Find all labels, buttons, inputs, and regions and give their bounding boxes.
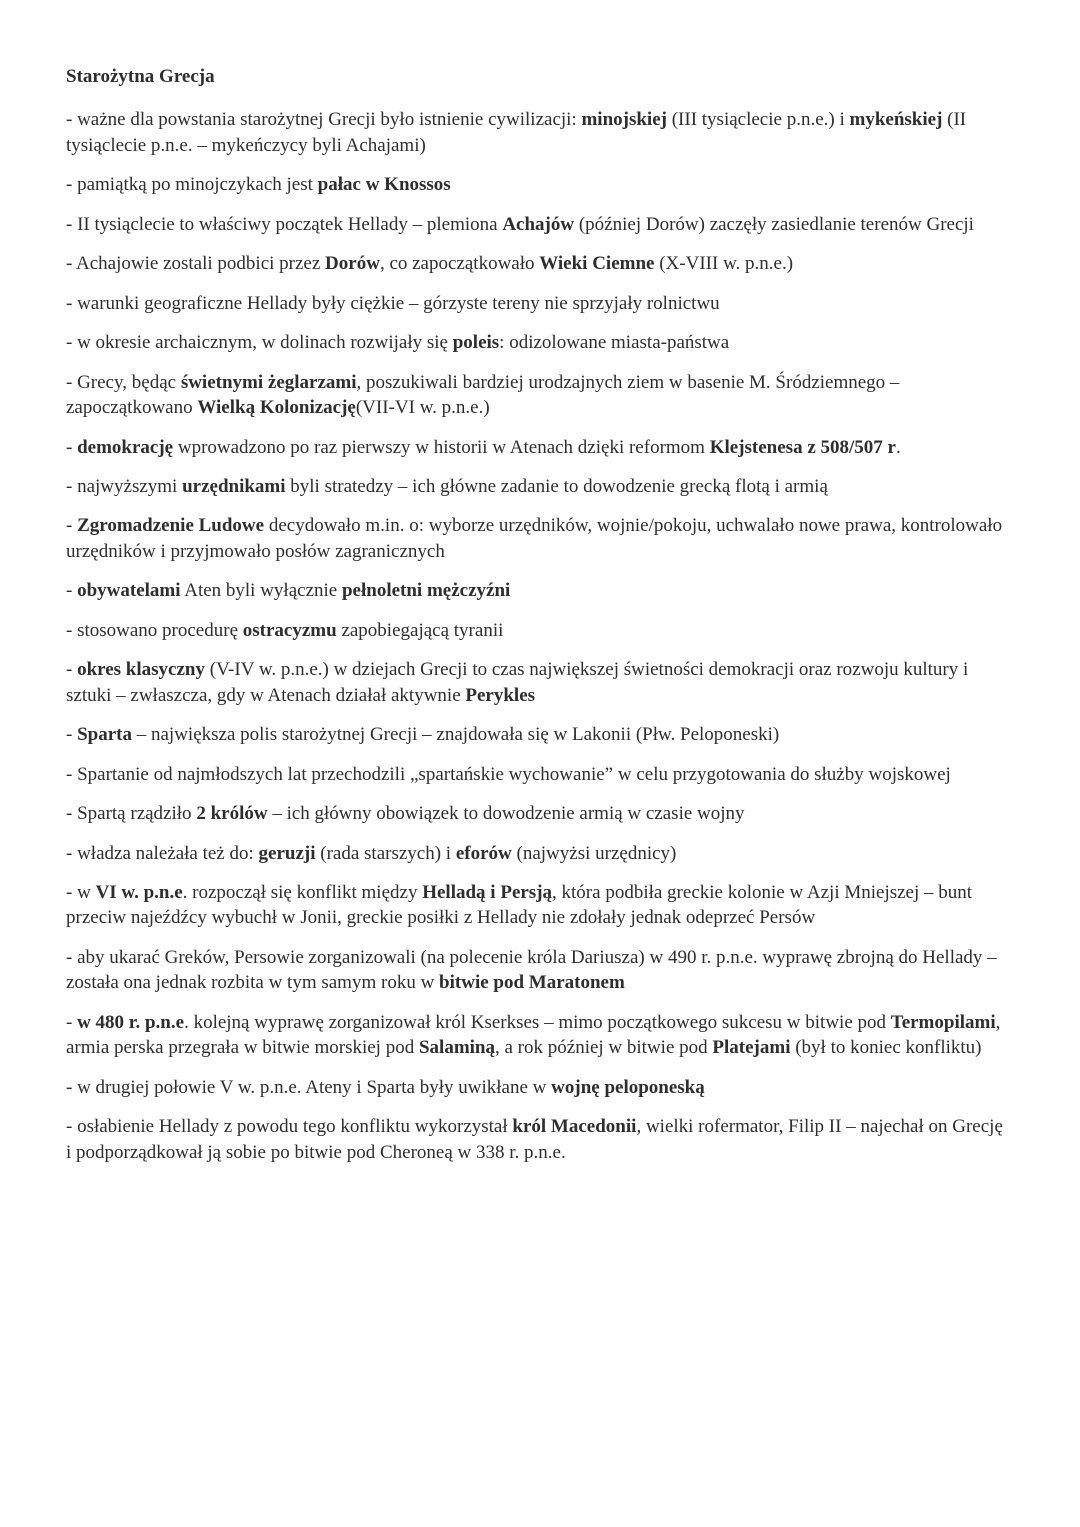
paragraph [66,291,1010,316]
paragraph [66,212,1010,237]
bold-text-segment: Dorów [325,253,380,275]
paragraph [66,801,1010,826]
bold-text-segment: Helladą i Persją [422,881,553,903]
text-segment: - w [66,881,96,903]
text-segment: - władza należała też do: [66,842,259,864]
text-segment: . [895,436,901,458]
bold-text-segment: bitwie pod Maratonem [439,972,625,994]
text-segment: - [66,515,78,537]
text-segment: , wielki rofermator, Filip II – najechał on Grecję i podporządkował ją sobie po bitwie pod Cheroneą w 338 r. p.n.e. [66,1116,1003,1163]
text-segment: (najwyżsi urzędnicy) [511,842,677,864]
text-segment: (później Dorów) zaczęły zasiedlanie terenów Grecji [574,213,974,235]
text-segment: - pamiątką po minojczykach jest [66,174,318,196]
text-segment: - aby ukarać Greków, Persowie zorganizowali (na polecenie króla Dariusza) w 490 r. p.n.e. wyprawę zbrojną do Hellady – została ona jednak rozbita w tym samym roku w [66,946,997,994]
bold-text-segment: minojskiej [581,109,667,131]
text-segment: , co zapoczątkowało [379,253,540,275]
bold-text-segment: obywatelami [77,580,181,602]
text-segment: . kolejną wyprawę zorganizował król Kserkses – mimo początkowego sukcesu w bitwie pod [184,1011,891,1033]
paragraph [66,945,1010,996]
text-segment: (V-IV w. p.n.e.) w dziejach Grecji to czas największej świetności demokracji oraz rozwoju kultury i sztuki – zwłaszcza, gdy w Atenach działał aktywnie [66,659,969,706]
bold-text-segment: Platejami [712,1037,791,1059]
text-segment: – największa polis starożytnej Grecji – znajdowała się w Lakonii (Płw. Peloponeski) [131,724,780,746]
text-segment: zapobiegającą tyranii [336,619,504,641]
text-segment: wprowadzono po raz pierwszy w historii w Atenach dzięki reformom [173,436,710,458]
text-segment: . rozpoczął się konflikt między [182,881,423,903]
bold-text-segment: król Macedonii [512,1116,637,1138]
paragraph [66,762,1010,787]
text-segment: byli stratedzy – ich główne zadanie to dowodzenie grecką flotą i armią [285,475,828,497]
bold-text-segment: pełnoletni mężczyźni [341,580,511,602]
document-title: Starożytna Grecja [66,66,215,87]
paragraph [66,172,1010,197]
paragraph [66,1010,1010,1061]
bold-text-segment: Sparta [77,724,132,746]
bold-text-segment: Perykles [465,684,536,706]
text-segment: (był to koniec konfliktu) [790,1037,982,1059]
bold-text-segment: poleis [452,332,500,354]
paragraph [66,722,1010,747]
paragraph [66,107,1010,158]
paragraph [66,370,1010,421]
text-segment: - osłabienie Hellady z powodu tego konfliktu wykorzystał [66,1116,513,1138]
text-segment: - najwyższymi [66,475,183,497]
paragraph [66,657,1010,708]
text-segment: , a rok później w bitwie pod [495,1037,713,1059]
text-segment: (II tysiąclecie p.n.e. – mykeńczycy byli Achajami) [66,109,967,156]
paragraph [66,618,1010,643]
paragraph [66,841,1010,866]
text-segment: (X-VIII w. p.n.e.) [654,253,794,275]
bold-text-segment: demokrację [77,436,174,458]
text-segment: - Spartą rządziło [66,803,197,825]
bold-text-segment: Zgromadzenie Ludowe [77,515,265,537]
text-segment: - Achajowie zostali podbici przez [66,253,326,275]
bold-text-segment: VI w. p.n.e [95,881,183,903]
paragraph [66,1114,1010,1165]
text-segment: , która podbiła greckie kolonie w Azji Mniejszej – bunt przeciw najeźdźcy wybuchł w Jonii, greckie posiłki z Hellady nie zdołały jednak odeprzeć Persów [66,881,973,929]
bold-text-segment: okres klasyczny [77,659,205,681]
text-segment: , armia perska przegrała w bitwie morskiej pod [66,1011,1001,1059]
text-segment: - Grecy, będąc [66,371,181,393]
bold-text-segment: Achajów [502,213,575,235]
text-segment: (III tysiąclecie p.n.e.) i [666,109,850,131]
text-segment: : odizolowane miasta-państwa [499,332,730,354]
bold-text-segment: mykeńskiej [849,109,943,131]
paragraph [66,474,1010,499]
bold-text-segment: eforów [455,842,512,864]
text-segment: - [66,1011,78,1033]
bold-text-segment: w 480 r. p.n.e [77,1011,185,1033]
bold-text-segment: Salaminą [418,1037,495,1059]
bold-text-segment: Termopilami [890,1011,996,1033]
text-segment: - w okresie archaicznym, w dolinach rozwijały się [66,332,453,354]
paragraph [66,251,1010,276]
text-segment: - w drugiej połowie V w. p.n.e. Ateny i Sparta były uwikłane w [66,1076,552,1098]
bold-text-segment: pałac w Knossos [317,174,451,196]
bold-text-segment: świetnymi żeglarzami [180,371,357,393]
text-segment: - [66,580,78,602]
paragraph [66,578,1010,603]
bold-text-segment: Wieki Ciemne [539,253,655,275]
text-segment: - Spartanie od najmłodszych lat przechodzili „spartańskie wychowanie” w celu przygotowania do służby wojskowej [66,763,951,785]
paragraph [66,1075,1010,1100]
text-segment: - II tysiąclecie to właściwy początek Hellady – plemiona [66,213,503,235]
text-segment: Aten byli wyłącznie [180,580,342,602]
text-segment: (rada starszych) i [315,842,456,864]
bold-text-segment: Wielką Kolonizację [197,397,356,419]
document-body [66,107,1010,1165]
bold-text-segment: Klejstenesa z 508/507 r [709,436,896,458]
text-segment: - [66,436,78,458]
paragraph [66,330,1010,355]
text-segment: - ważne dla powstania starożytnej Grecji było istnienie cywilizacji: [66,109,582,131]
text-segment: (VII-VI w. p.n.e.) [355,397,490,419]
text-segment: – ich główny obowiązek to dowodzenie armią w czasie wojny [267,803,745,825]
text-segment: - warunki geograficzne Hellady były ciężkie – górzyste tereny nie sprzyjały rolnictwu [66,292,720,314]
bold-text-segment: wojnę peloponeską [551,1076,705,1098]
text-segment: , poszukiwali bardziej urodzajnych ziem w basenie M. Śródziemnego – zapoczątkowano [66,371,900,419]
paragraph [66,513,1010,564]
text-segment: - [66,724,78,746]
text-segment: - [66,659,78,681]
text-segment: decydowało m.in. o: wyborze urzędników, wojnie/pokoju, uchwalało nowe prawa, kontrolowało urzędników i przyjmowało posłów zagranicznych [66,515,1003,562]
bold-text-segment: urzędnikami [182,475,286,497]
bold-text-segment: 2 królów [196,803,268,825]
paragraph [66,435,1010,460]
bold-text-segment: ostracyzmu [242,619,337,641]
paragraph [66,880,1010,931]
text-segment: - stosowano procedurę [66,619,243,641]
bold-text-segment: geruzji [258,842,316,864]
